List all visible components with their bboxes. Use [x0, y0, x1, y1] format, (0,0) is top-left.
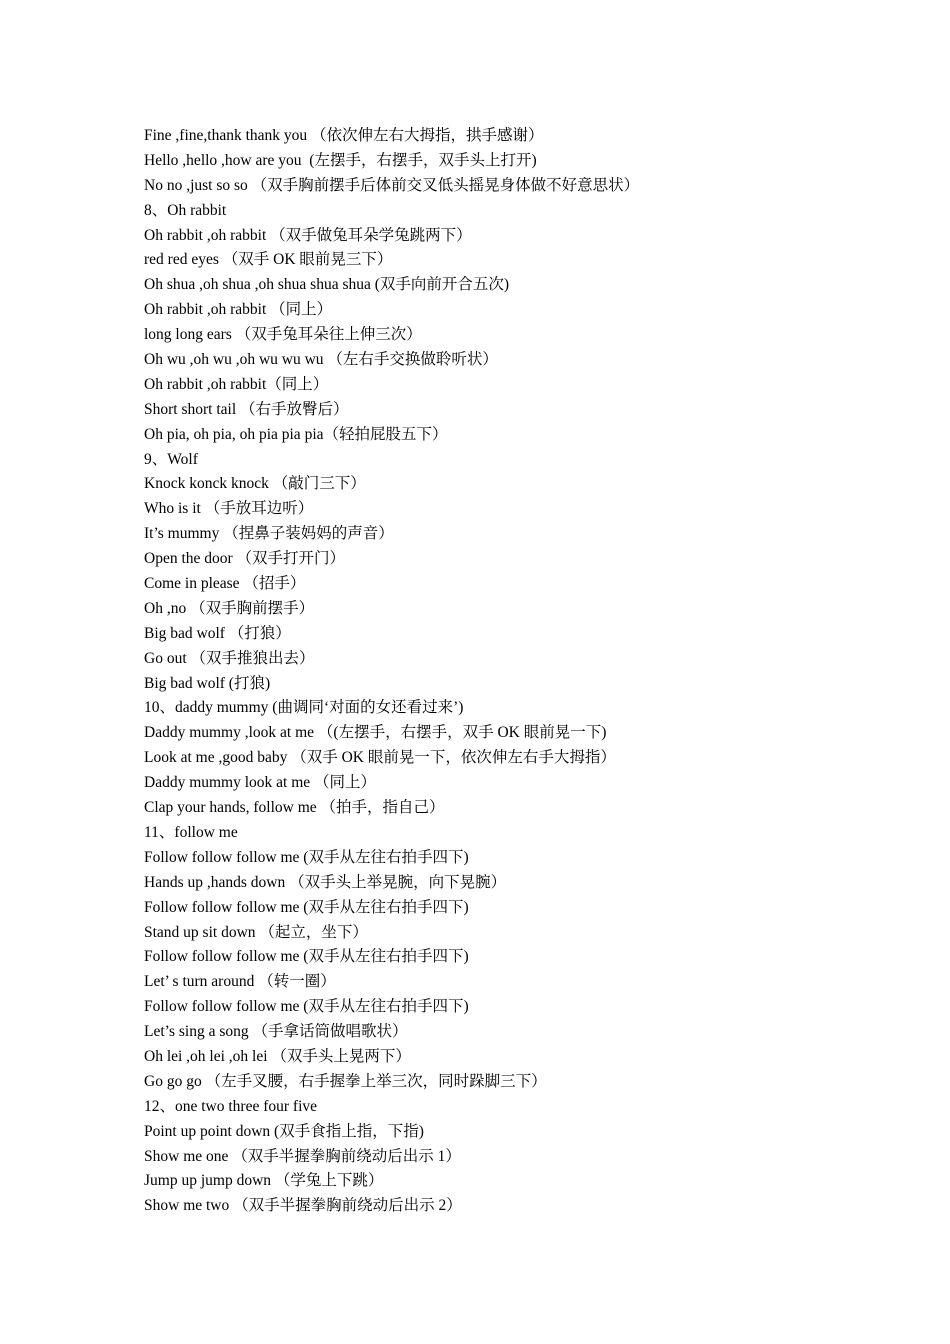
text-line: Hands up ,hands down （双手头上举晃腕，向下晃腕）: [144, 873, 507, 891]
text-line: 11、follow me: [144, 823, 238, 841]
text-line: Knock konck knock （敲门三下）: [144, 475, 366, 493]
text-line: Oh lei ,oh lei ,oh lei （双手头上晃两下）: [144, 1047, 411, 1065]
text-line: Go go go （左手叉腰，右手握拳上举三次，同时跺脚三下）: [144, 1072, 547, 1090]
text-line: Follow follow follow me (双手从左往右拍手四下): [144, 948, 469, 966]
text-line: Fine ,fine,thank thank you （依次伸左右大拇指，拱手感谢）: [144, 127, 544, 144]
text-line: Oh wu ,oh wu ,oh wu wu wu （左右手交换做聆听状）: [144, 351, 498, 369]
text-line: Follow follow follow me (双手从左往右拍手四下): [144, 998, 469, 1016]
text-line: Oh pia, oh pia, oh pia pia pia（轻拍屁股五下）: [144, 425, 448, 443]
text-line: long long ears （双手兔耳朵往上伸三次）: [144, 326, 422, 344]
text-line: Jump up jump down （学兔上下跳）: [144, 1172, 384, 1190]
text-line: 9、Wolf: [144, 450, 198, 468]
text-line: Daddy mummy ,look at me （(左摆手，右摆手，双手 OK 眼前晃一下): [144, 724, 607, 742]
text-line: Open the door （双手打开门）: [144, 550, 346, 568]
text-line: Daddy mummy look at me （同上）: [144, 774, 377, 792]
text-line: Show me one （双手半握拳胸前绕动后出示 1）: [144, 1147, 461, 1165]
song-lyrics-list: [144, 124, 904, 1219]
text-line: No no ,just so so （双手胸前摆手后体前交叉低头摇晃身体做不好意思状）: [144, 176, 640, 194]
text-line: 8、Oh rabbit: [144, 201, 227, 219]
text-line: Come in please （招手）: [144, 575, 306, 593]
text-line: Oh rabbit ,oh rabbit （双手做兔耳朵学兔跳两下）: [144, 226, 472, 244]
text-line: Follow follow follow me (双手从左往右拍手四下): [144, 848, 469, 866]
text-line: Hello ,hello ,how are you (左摆手，右摆手，双手头上打开): [144, 151, 537, 169]
text-line: Point up point down (双手食指上指，下指): [144, 1122, 424, 1140]
text-line: Follow follow follow me (双手从左往右拍手四下): [144, 898, 469, 916]
text-line: Go out （双手推狼出去）: [144, 649, 315, 667]
text-line: Big bad wolf （打狼）: [144, 624, 291, 642]
text-line: Let’s sing a song （手拿话筒做唱歌状）: [144, 1023, 408, 1041]
text-line: Oh shua ,oh shua ,oh shua shua shua (双手向前开合五次): [144, 276, 510, 294]
text-line: Look at me ,good baby （双手 OK 眼前晃一下，依次伸左右手大拇指）: [144, 749, 616, 767]
text-line: Big bad wolf (打狼): [144, 674, 271, 692]
text-line: Clap your hands, follow me （拍手，指自己）: [144, 799, 445, 817]
text-line: Stand up sit down （起立，坐下）: [144, 923, 368, 941]
text-line: Show me two （双手半握拳胸前绕动后出示 2）: [144, 1197, 462, 1215]
text-line: Oh rabbit ,oh rabbit（同上）: [144, 375, 329, 393]
text-line: It’s mummy （捏鼻子装妈妈的声音）: [144, 525, 394, 543]
text-line: Who is it （手放耳边听）: [144, 500, 314, 518]
text-line: Short short tail （右手放臀后）: [144, 400, 349, 418]
text-line: Oh rabbit ,oh rabbit （同上）: [144, 301, 333, 319]
text-line: red red eyes （双手 OK 眼前晃三下）: [144, 251, 393, 269]
text-line: 10、daddy mummy (曲调同‘对面的女还看过来’): [144, 699, 464, 717]
text-line: Let’ s turn around （转一圈）: [144, 973, 336, 991]
text-line: Oh ,no （双手胸前摆手）: [144, 599, 315, 617]
text-line: 12、one two three four five: [144, 1097, 318, 1115]
